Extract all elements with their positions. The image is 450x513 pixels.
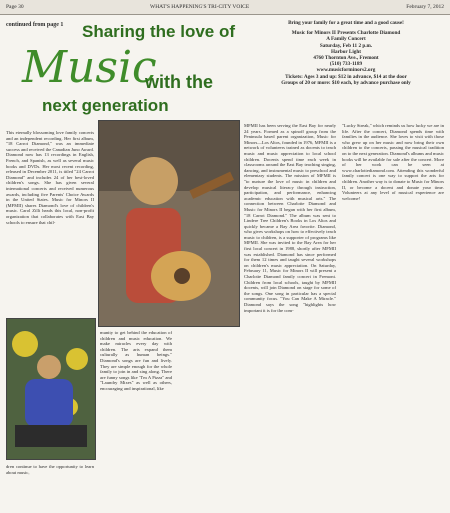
paper-title: WHAT'S HAPPENING'S TRI-CITY VOICE [150, 4, 250, 10]
event-line-2: A Family Concert [326, 36, 366, 43]
article-column-3: "Lucky Streak," which reminds us how lucky we are in life. After the concert, Diamond spends time with families in the audience. She loves to visit with those who grew up on her music and now bring their own children to the concerts, passing the musical tradition on to the next generation. Diamond's albums and music books will be available for sale after the concert. More of her work can be seen at www.charlottediamond.com. Attending this wonderful family concert is one way to support the arts for children. Another way is to donate to Music for Minors II, or become a docent and donate your time. Volunteers at any level of musical experience are welcome! [342, 123, 444, 201]
article-column-2: MFMII has been serving the East Bay for nearly 24 years. Formed as a spinoff group from the Peninsula based parent organization, Music for Minors—Los Altos, founded in 1976, MFMII is a network of volunteers trained as docents to teach music and music appreciation to local school children. Docents spend time each week in classrooms around the East Bay teaching singing, dancing, and instrumental music to preschool and elementary students. The mission of MFMII is "to nurture the love of music in children and develop musical literacy through instruction, participation, and performance, enhancing academic education with musical arts." The connection between Charlotte Diamond and Music for Minors II began with her first album, "18 Carrot Diamond." The album was sent to Lindere Tree Children's Books in Los Altos and quickly became a Bay Area favorite. Diamond, who gives workshops on how to effectively teach music to children, is a supporter of programs like MFMII. She was invited to the Bay Area for her first local concert in 1988, shortly after MFMII was established. Diamond has since performed for them 12 times and taught several workshops on children's music appreciation. On Saturday, February 11, Music for Minors II will present a Charlotte Diamond family concert in Fremont. Children from local schools, taught by MFMII docents, will join Diamond on stage for some of the songs. One song in particular has a special community focus. "You Can Make A Miracle." Diamond says the song "highlights how important it is for the com- [244, 123, 336, 313]
event-line-3: Saturday, Feb 11 2 p.m. [319, 42, 373, 49]
article-column-1-bottom: dren continue to have the opportunity to learn about music, [6, 464, 94, 475]
event-line-9: Groups of 20 or more: $10 each, by advance purchase only [281, 79, 411, 86]
guitar-photo-image [99, 121, 239, 326]
event-line-7: www.musicforminors2.org [316, 67, 376, 74]
headline-line-4: next generation [42, 96, 169, 115]
issue-date: February 7, 2012 [406, 4, 444, 10]
event-line-4: Harbor Light [330, 48, 362, 55]
page-header [0, 0, 450, 15]
photo-charlotte-guitar [98, 120, 240, 327]
article-column-1: This eternally blossoming love family concerts and an independent recording. Her first album, "18 Carrot Diamond," was an immediate success and received the Canadian Juno Award. Diamond now has 13 recordings in English, French, and Spanish, as well as several music books and DVDs. Her most recent recording, released in December 2011, is titled "24 Carrot Diamond" and includes 24 of her best-loved children's songs. She has given several international concerts and received numerous awards, including five Parents' Choice Awards in the United States. Music for Minors II (MFMII) shares Diamond's love of children's music. Carol Zilli heads this local, non-profit organization that collaborates with East Bay schools to ensure that chil- [6, 130, 94, 225]
headline-line-1: Sharing the love of [82, 22, 236, 41]
event-line-5: 4760 Thornton Ave., Fremont [313, 55, 379, 62]
article-middle-column: munity to get behind the education of children and music education. We make miracles every day with children. The arts expand them culturally as human beings." Diamond's songs are fun and lively. They are simple enough for the whole family to join in and sing along. There are funny songs like "I'm A Pizza" and "Laundry Mixes" as well as others, encouraging and inspirational, like [100, 330, 172, 391]
sunflower-photo-image [7, 319, 95, 459]
photo-charlotte-sunflowers [6, 318, 96, 460]
continued-note: continued from page 1 [6, 22, 64, 28]
page-number: Page 30 [6, 4, 24, 10]
event-line-6: (510) 733-1189 [329, 61, 363, 68]
headline-music: Music [22, 42, 157, 93]
event-line-8: Tickets: Ages 3 and up: $12 in advance, $14 at the door [285, 73, 407, 80]
event-line-1: Music for Minors II Presents Charlotte Diamond [291, 30, 401, 37]
event-tagline: Bring your family for a great time and a good cause! [288, 20, 404, 26]
event-box [247, 17, 445, 117]
headline-line-3: with the [145, 72, 213, 92]
